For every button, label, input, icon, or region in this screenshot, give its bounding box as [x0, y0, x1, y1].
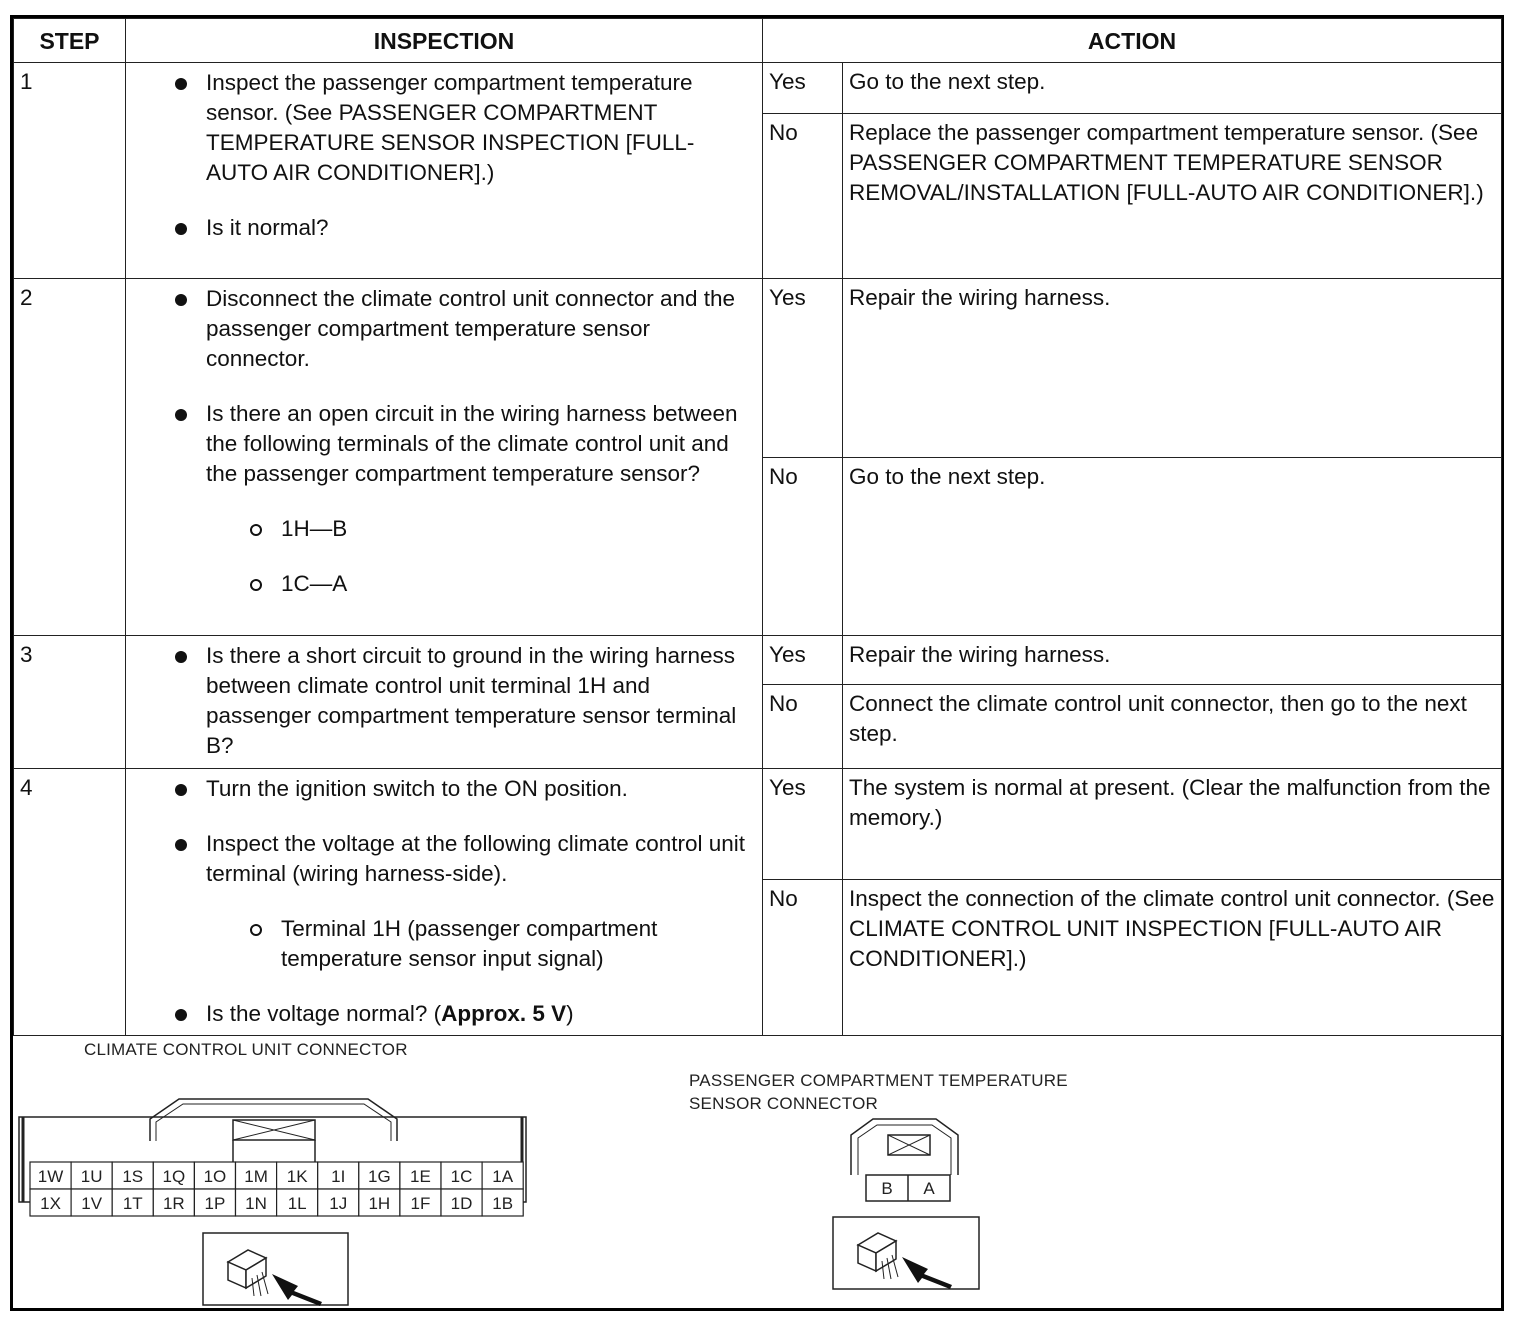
bullet-item: Inspect the passenger compartment temperature sensor. (See PASSENGER COMPARTMENT TEMPERATURE SENSOR INSPECTION [FULL-AUTO AIR CONDITIONER].)	[126, 68, 752, 188]
yes-action: Repair the wiring harness.	[843, 279, 1502, 458]
sub-bullet-item: 1C—A	[126, 569, 752, 599]
ccu-terminal-grid	[30, 1162, 523, 1216]
ccu-terminal-1c: 1C	[450, 1167, 473, 1186]
no-action: Replace the passenger compartment temperature sensor. (See PASSENGER COMPARTMENT TEMPERATURE SENSOR REMOVAL/INSTALLATION [FULL-AUTO AIR CONDITIONER].)	[843, 114, 1502, 279]
no-label: No	[763, 880, 843, 1036]
inspection-cell	[126, 769, 763, 1036]
ccu-terminal-1s: 1S	[122, 1167, 144, 1186]
bullet-item: Is it normal?	[126, 213, 752, 243]
ccu-view-symbol	[203, 1233, 348, 1305]
ccu-terminal-1p: 1P	[204, 1194, 226, 1213]
passenger-compartment-temperature-sensor-connector	[813, 1034, 1013, 1308]
bullet-item	[126, 999, 752, 1029]
no-action: Connect the climate control unit connector, then go to the next step.	[843, 685, 1502, 769]
yes-label: Yes	[763, 769, 843, 880]
inspection-header: INSPECTION	[126, 19, 763, 63]
bullet-item: Is there a short circuit to ground in the wiring harness between climate control unit terminal 1H and passenger compartment temperature sensor terminal B?	[126, 641, 752, 761]
step-row	[14, 279, 1502, 458]
step-row	[14, 63, 1502, 114]
ccu-terminal-1a: 1A	[492, 1167, 514, 1186]
ccu-terminal-1h: 1H	[368, 1194, 391, 1213]
inspection-cell	[126, 279, 763, 636]
step-number: 4	[14, 769, 126, 1036]
no-action: Inspect the connection of the climate control unit connector. (See CLIMATE CONTROL UNIT INSPECTION [FULL-AUTO AIR CONDITIONER].)	[843, 880, 1502, 1036]
climate-control-unit-connector	[13, 1034, 553, 1308]
ccu-terminal-1e: 1E	[410, 1167, 431, 1186]
ccu-terminal-1o: 1O	[203, 1167, 227, 1186]
ccu-terminal-1d: 1D	[450, 1194, 473, 1213]
pcts-terminal-a: A	[923, 1179, 935, 1198]
step-row	[14, 769, 1502, 880]
bullet-item: Is there an open circuit in the wiring harness between the following terminals of the climate control unit and the passenger compartment temperature sensor?	[126, 399, 752, 489]
no-label: No	[763, 114, 843, 279]
ccu-terminal-1q: 1Q	[162, 1167, 186, 1186]
ccu-terminal-1x: 1X	[40, 1194, 61, 1213]
bullet-item: Inspect the voltage at the following climate control unit terminal (wiring harness-side).	[126, 829, 752, 889]
ccu-terminal-1l: 1L	[287, 1194, 307, 1213]
ccu-terminal-1m: 1M	[244, 1167, 268, 1186]
ccu-terminal-1r: 1R	[162, 1194, 185, 1213]
step-number: 3	[14, 636, 126, 769]
step-row	[14, 636, 1502, 685]
bullet-text: Is the voltage normal? (	[206, 1001, 442, 1026]
yes-action: The system is normal at present. (Clear the malfunction from the memory.)	[843, 769, 1502, 880]
inspection-cell	[126, 63, 763, 279]
specification-value: Approx. 5 V	[441, 1001, 567, 1026]
ccu-terminal-1i: 1I	[331, 1167, 346, 1186]
ccu-terminal-1w: 1W	[37, 1167, 64, 1186]
ccu-terminal-1n: 1N	[245, 1194, 267, 1213]
sub-bullet-item: Terminal 1H (passenger compartment temperature sensor input signal)	[126, 914, 752, 974]
no-label: No	[763, 458, 843, 636]
step-number: 1	[14, 63, 126, 279]
ccu-terminal-1u: 1U	[80, 1167, 103, 1186]
ccu-terminal-1t: 1T	[122, 1194, 143, 1213]
ccu-terminal-1f: 1F	[410, 1194, 431, 1213]
ccu-terminal-1j: 1J	[329, 1194, 348, 1213]
step-number: 2	[14, 279, 126, 636]
inspection-cell	[126, 636, 763, 769]
yes-label: Yes	[763, 279, 843, 458]
ccu-connector-title: CLIMATE CONTROL UNIT CONNECTOR	[84, 1040, 408, 1059]
no-action: Go to the next step.	[843, 458, 1502, 636]
no-label: No	[763, 685, 843, 769]
ccu-terminal-1v: 1V	[81, 1194, 103, 1213]
yes-label: Yes	[763, 636, 843, 685]
sub-bullet-item: 1H—B	[126, 514, 752, 544]
troubleshooting-document	[10, 15, 1504, 1311]
pcts-connector-title: PASSENGER COMPARTMENT TEMPERATURE SENSOR CONNECTOR	[689, 1071, 1068, 1113]
pcts-terminal-b: B	[881, 1179, 893, 1198]
yes-action: Repair the wiring harness.	[843, 636, 1502, 685]
yes-label: Yes	[763, 63, 843, 114]
header-row	[14, 19, 1502, 63]
pcts-view-symbol	[833, 1217, 979, 1289]
ccu-terminal-1g: 1G	[368, 1167, 391, 1186]
ccu-terminal-1b: 1B	[492, 1194, 514, 1213]
action-header: ACTION	[763, 19, 1502, 63]
bullet-text-end: )	[566, 1001, 574, 1026]
step-header: STEP	[14, 19, 126, 63]
procedure-table	[13, 18, 1502, 1036]
bullet-item: Turn the ignition switch to the ON position.	[126, 774, 752, 804]
yes-action: Go to the next step.	[843, 63, 1502, 114]
connector-diagram-area	[13, 1034, 1501, 1308]
bullet-item: Disconnect the climate control unit connector and the passenger compartment temperature sensor connector.	[126, 284, 752, 374]
ccu-terminal-1k: 1K	[286, 1167, 308, 1186]
procedure-steps	[14, 63, 1502, 1036]
